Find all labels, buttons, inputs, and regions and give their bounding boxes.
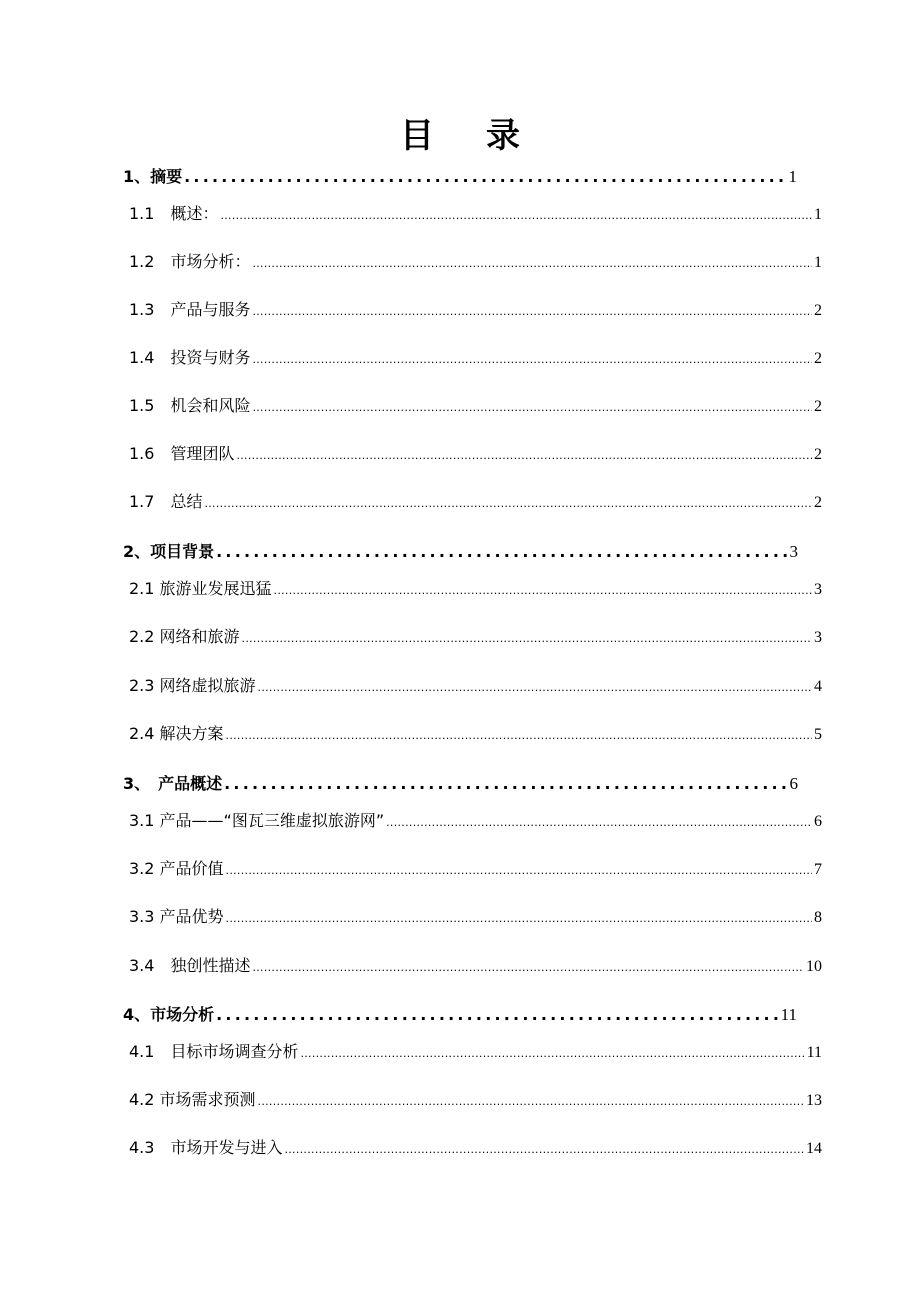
toc-leader-dots: [226, 729, 812, 742]
toc-leader-dots: [300, 1047, 804, 1060]
toc-page-number: 10: [806, 958, 822, 975]
toc-entry-1-1[interactable]: [129, 201, 822, 225]
toc-entry-4-1[interactable]: [129, 1039, 822, 1063]
toc-leader-dots: [226, 912, 812, 925]
toc-label: 3.2 产品价值: [129, 859, 224, 878]
toc-entry-3-1[interactable]: [129, 808, 822, 832]
toc-leader-dots: [386, 816, 812, 829]
toc-page-number: 2: [814, 494, 822, 511]
toc-label: 4.3 市场开发与进入: [129, 1138, 283, 1157]
toc-page-number: 1: [788, 167, 797, 186]
toc-label: 2、项目背景: [123, 542, 215, 561]
page-title-left: 目: [400, 116, 434, 156]
toc-page-number: 6: [789, 774, 798, 793]
toc-entry-1-3[interactable]: [129, 297, 822, 321]
toc-label: 1.7 总结: [129, 492, 203, 511]
toc-leader-dots: [284, 1143, 804, 1156]
toc-page-number: 4: [814, 678, 822, 695]
toc-leader-dots: [258, 1095, 804, 1108]
page-title-right: 录: [486, 116, 520, 156]
toc-label: 3.4 独创性描述: [129, 956, 251, 975]
toc-leader-dots: [220, 209, 812, 222]
toc-label: 2.4 解决方案: [129, 724, 224, 743]
toc-label: 2.1 旅游业发展迅猛: [129, 579, 272, 598]
toc-page-number: 5: [814, 726, 822, 743]
toc-entry-section-1[interactable]: [123, 164, 797, 188]
toc-label: 3.1 产品——“图瓦三维虚拟旅游网”: [129, 811, 385, 830]
toc-page-number: 2: [814, 302, 822, 319]
toc-label: 1.1 概述：: [129, 204, 219, 223]
toc-page-number: 11: [780, 1005, 797, 1024]
toc-page-number: 2: [814, 350, 822, 367]
toc-entry-section-4[interactable]: [123, 1002, 797, 1026]
toc-page-number: 3: [814, 629, 822, 646]
toc-label: 1、摘要: [123, 167, 183, 186]
toc-page-number: 11: [806, 1044, 822, 1061]
toc-label: 1.5 机会和风险: [129, 396, 251, 415]
toc-leader-dots: [252, 961, 804, 974]
toc-leader-dots: [252, 353, 812, 366]
toc-leader-dots: [252, 305, 812, 318]
page-title: [0, 108, 920, 157]
toc-label: 1.2 市场分析：: [129, 252, 251, 271]
toc-leader-dots: [252, 257, 812, 270]
toc-page-number: 13: [806, 1092, 822, 1109]
toc-leader-dots: [242, 632, 812, 645]
toc-label: 2.3 网络虚拟旅游: [129, 676, 256, 695]
toc-page-number: 2: [814, 398, 822, 415]
toc-entry-1-6[interactable]: [129, 441, 822, 465]
toc-page-number: 1: [814, 254, 822, 271]
toc-entry-2-4[interactable]: [129, 721, 822, 745]
toc-page-number: 14: [806, 1140, 822, 1157]
toc-entry-3-2[interactable]: [129, 856, 822, 880]
toc-entry-3-4[interactable]: [129, 953, 822, 977]
toc-leader-dots: [274, 584, 812, 597]
toc-label: 4、市场分析: [123, 1005, 215, 1024]
toc-label: 4.2 市场需求预测: [129, 1090, 256, 1109]
toc-leader-dots: [216, 1005, 778, 1024]
toc-entry-2-3[interactable]: [129, 673, 822, 697]
toc-leader-dots: [258, 681, 812, 694]
toc-page-number: 6: [814, 813, 822, 830]
toc-label: 2.2 网络和旅游: [129, 627, 240, 646]
toc-page-number: 3: [814, 581, 822, 598]
toc-entry-4-2[interactable]: [129, 1087, 822, 1111]
toc-page-number: 1: [814, 206, 822, 223]
toc-label: 3.3 产品优势: [129, 907, 224, 926]
toc-page-number: 2: [814, 446, 822, 463]
toc-leader-dots: [184, 167, 786, 186]
toc-page-number: 3: [789, 542, 798, 561]
toc-leader-dots: [236, 449, 812, 462]
toc-entry-section-3[interactable]: [123, 771, 798, 795]
toc-page-number: 8: [814, 909, 822, 926]
toc-label: 3、 产品概述: [123, 774, 223, 793]
toc-entry-section-2[interactable]: [123, 539, 798, 563]
toc-entry-1-5[interactable]: [129, 393, 822, 417]
toc-label: 4.1 目标市场调查分析: [129, 1042, 299, 1061]
toc-leader-dots: [204, 497, 812, 510]
toc-entry-1-4[interactable]: [129, 345, 822, 369]
toc-leader-dots: [252, 401, 812, 414]
toc-label: 1.4 投资与财务: [129, 348, 251, 367]
toc-label: 1.6 管理团队: [129, 444, 235, 463]
toc-entry-1-2[interactable]: [129, 249, 822, 273]
toc-entry-1-7[interactable]: [129, 489, 822, 513]
toc-label: 1.3 产品与服务: [129, 300, 251, 319]
toc-leader-dots: [226, 864, 812, 877]
toc-leader-dots: [216, 542, 787, 561]
toc-entry-3-3[interactable]: [129, 904, 822, 928]
toc-leader-dots: [224, 774, 787, 793]
toc-entry-2-2[interactable]: [129, 624, 822, 648]
toc-page-number: 7: [814, 861, 822, 878]
toc-entry-2-1[interactable]: [129, 576, 822, 600]
toc-entry-4-3[interactable]: [129, 1135, 822, 1159]
